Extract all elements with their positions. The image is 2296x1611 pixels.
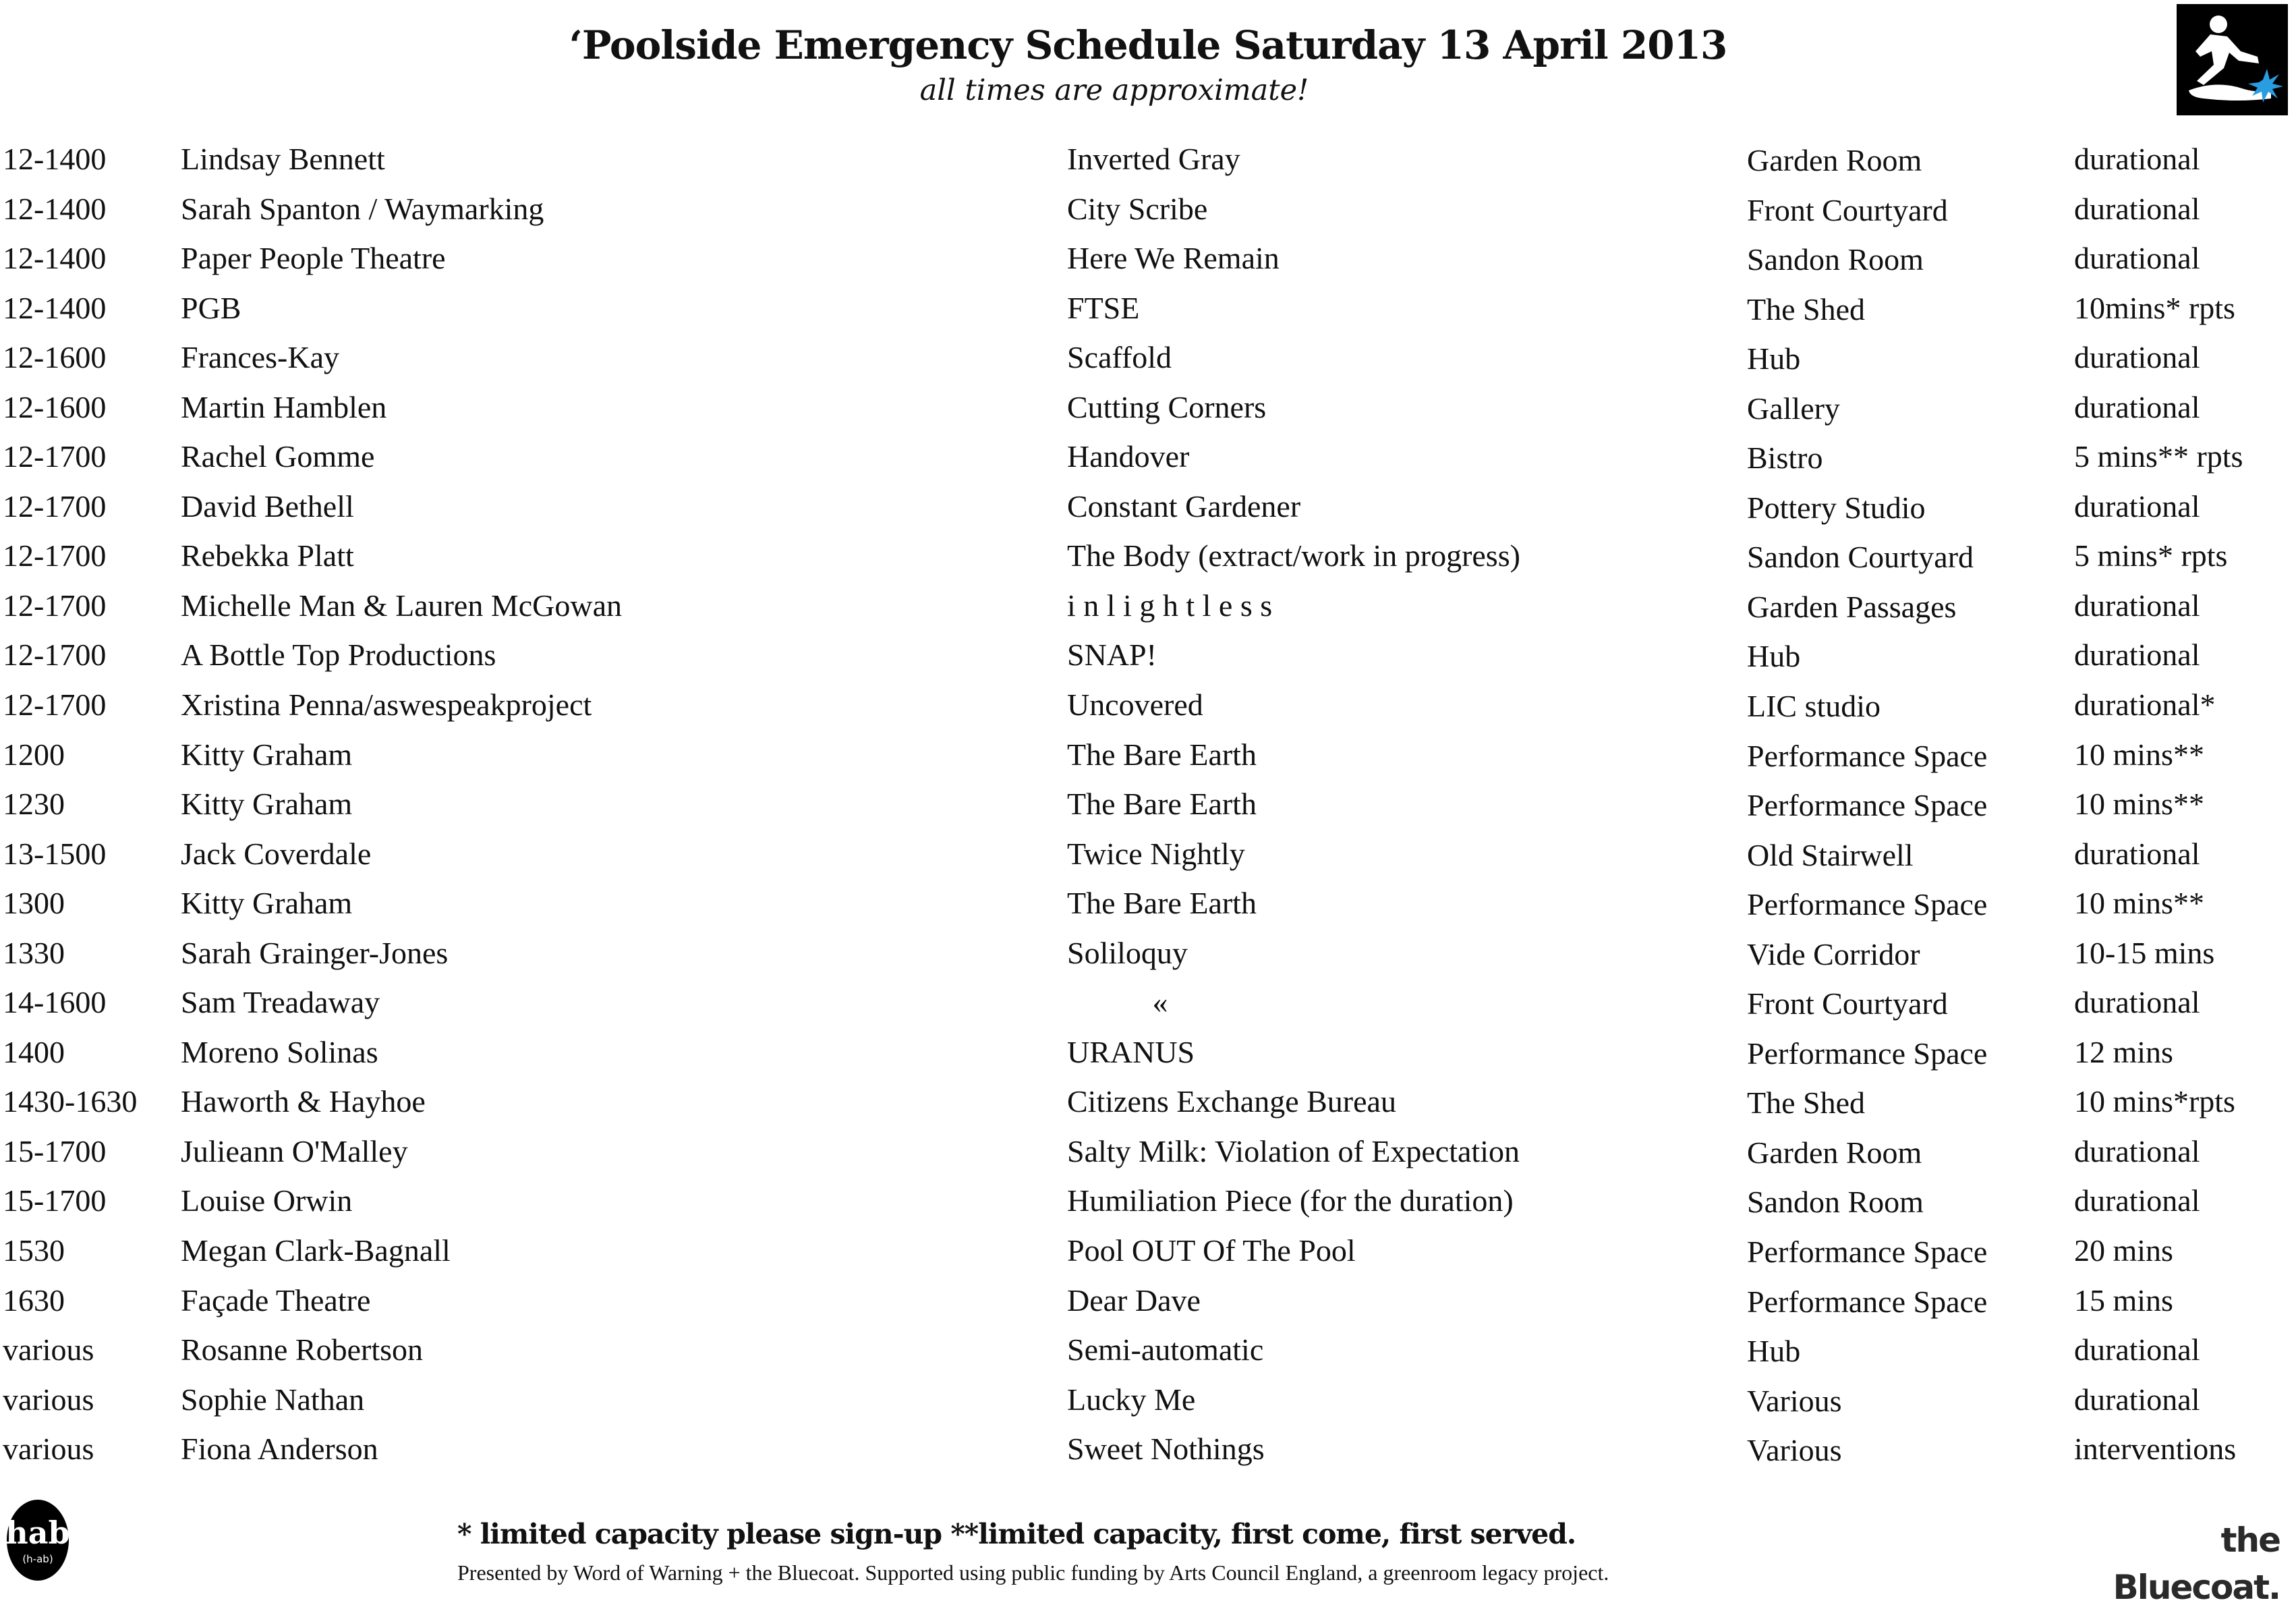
work-cell: « bbox=[1067, 985, 1168, 1020]
artist-cell: Kitty Graham bbox=[181, 787, 353, 822]
duration-cell: durational bbox=[2074, 1133, 2200, 1168]
schedule-row bbox=[0, 531, 2296, 581]
artist-cell: Xristina Penna/aswespeakproject bbox=[181, 687, 592, 723]
artist-cell: Moreno Solinas bbox=[181, 1034, 378, 1069]
artist-cell: Julieann O'Malley bbox=[181, 1133, 408, 1168]
time-cell: 12-1700 bbox=[3, 488, 107, 524]
venue-cell: Performance Space bbox=[1747, 788, 1988, 823]
duration-cell: durational bbox=[2074, 1332, 2200, 1367]
venue-cell: LIC studio bbox=[1747, 689, 1881, 724]
time-cell: 12-1400 bbox=[3, 290, 107, 325]
work-cell: The Bare Earth bbox=[1067, 886, 1257, 921]
artist-cell: A Bottle Top Productions bbox=[181, 638, 496, 673]
venue-cell: Garden Room bbox=[1747, 1135, 1922, 1170]
time-cell: 12-1400 bbox=[3, 191, 107, 226]
venue-cell: Garden Passages bbox=[1747, 589, 1957, 624]
duration-cell: durational bbox=[2074, 1382, 2200, 1417]
work-cell: The Bare Earth bbox=[1067, 787, 1257, 822]
time-cell: 1530 bbox=[3, 1233, 65, 1268]
venue-cell: Performance Space bbox=[1747, 887, 1988, 922]
work-cell: Cutting Corners bbox=[1067, 389, 1267, 424]
schedule-table bbox=[0, 134, 2296, 1474]
duration-cell: 5 mins** rpts bbox=[2074, 439, 2243, 474]
schedule-row bbox=[0, 1027, 2296, 1077]
time-cell: 1200 bbox=[3, 737, 65, 772]
venue-cell: Sandon Courtyard bbox=[1747, 540, 1974, 575]
venue-cell: Hub bbox=[1747, 1334, 1801, 1369]
artist-cell: Haworth & Hayhoe bbox=[181, 1084, 426, 1119]
schedule-row bbox=[0, 1127, 2296, 1177]
time-cell: 12-1600 bbox=[3, 340, 107, 375]
duration-cell: durational bbox=[2074, 389, 2200, 424]
schedule-row bbox=[0, 1424, 2296, 1474]
time-cell: various bbox=[3, 1382, 94, 1417]
venue-cell: The Shed bbox=[1747, 291, 1866, 327]
schedule-row bbox=[0, 829, 2296, 879]
artist-cell: Paper People Theatre bbox=[181, 241, 446, 276]
work-cell: City Scribe bbox=[1067, 191, 1208, 226]
time-cell: 1400 bbox=[3, 1034, 65, 1069]
artist-cell: Sam Treadaway bbox=[181, 985, 380, 1020]
time-cell: 12-1700 bbox=[3, 687, 107, 723]
schedule-row bbox=[0, 283, 2296, 333]
artist-cell: Martin Hamblen bbox=[181, 389, 387, 424]
work-cell: Lucky Me bbox=[1067, 1382, 1196, 1417]
artist-cell: Michelle Man & Lauren McGowan bbox=[181, 588, 623, 623]
time-cell: 12-1700 bbox=[3, 439, 107, 474]
time-cell: 15-1700 bbox=[3, 1133, 107, 1168]
work-cell: Inverted Gray bbox=[1067, 142, 1240, 176]
schedule-row bbox=[0, 978, 2296, 1027]
schedule-row bbox=[0, 233, 2296, 283]
work-cell: Uncovered bbox=[1067, 687, 1203, 723]
schedule-row bbox=[0, 1077, 2296, 1127]
page-subtitle: all times are approximate! bbox=[919, 74, 1309, 107]
duration-cell: durational bbox=[2074, 985, 2200, 1020]
venue-cell: Performance Space bbox=[1747, 738, 1988, 773]
duration-cell: durational bbox=[2074, 836, 2200, 871]
duration-cell: durational bbox=[2074, 638, 2200, 673]
artist-cell: Sophie Nathan bbox=[181, 1382, 365, 1417]
schedule-row bbox=[0, 333, 2296, 383]
work-cell: Citizens Exchange Bureau bbox=[1067, 1084, 1396, 1119]
hab-logo bbox=[4, 1496, 71, 1584]
artist-cell: Façade Theatre bbox=[181, 1282, 371, 1318]
schedule-row bbox=[0, 1325, 2296, 1375]
schedule-row bbox=[0, 383, 2296, 432]
artist-cell: Jack Coverdale bbox=[181, 836, 372, 871]
venue-cell: Front Courtyard bbox=[1747, 986, 1948, 1021]
duration-cell: 10 mins** bbox=[2074, 787, 2204, 822]
work-cell: Semi-automatic bbox=[1067, 1332, 1264, 1367]
artist-cell: Frances-Kay bbox=[181, 340, 340, 375]
duration-cell: durational bbox=[2074, 1183, 2200, 1218]
venue-cell: Pottery Studio bbox=[1747, 490, 1926, 525]
work-cell: Scaffold bbox=[1067, 340, 1172, 375]
venue-cell: Gallery bbox=[1747, 391, 1840, 426]
duration-cell: 20 mins bbox=[2074, 1233, 2173, 1268]
artist-cell: Louise Orwin bbox=[181, 1183, 353, 1218]
duration-cell: durational* bbox=[2074, 687, 2216, 723]
venue-cell: Hub bbox=[1747, 639, 1801, 674]
time-cell: various bbox=[3, 1332, 94, 1367]
work-cell: Humiliation Piece (for the duration) bbox=[1067, 1183, 1514, 1218]
time-cell: various bbox=[3, 1432, 94, 1467]
duration-cell: 10 mins*rpts bbox=[2074, 1084, 2235, 1119]
work-cell: FTSE bbox=[1067, 290, 1140, 325]
time-cell: 12-1700 bbox=[3, 638, 107, 673]
venue-cell: Vide Corridor bbox=[1747, 936, 1920, 971]
time-cell: 12-1400 bbox=[3, 241, 107, 276]
work-cell: Soliloquy bbox=[1067, 935, 1188, 970]
time-cell: 12-1600 bbox=[3, 389, 107, 424]
time-cell: 14-1600 bbox=[3, 985, 107, 1020]
time-cell: 1430-1630 bbox=[3, 1084, 138, 1119]
schedule-row bbox=[0, 878, 2296, 928]
work-cell: Dear Dave bbox=[1067, 1282, 1201, 1318]
work-cell: URANUS bbox=[1067, 1034, 1195, 1069]
artist-cell: Sarah Spanton / Waymarking bbox=[181, 191, 544, 226]
schedule-row bbox=[0, 432, 2296, 482]
time-cell: 12-1400 bbox=[3, 142, 107, 176]
artist-cell: Kitty Graham bbox=[181, 737, 353, 772]
time-cell: 12-1700 bbox=[3, 538, 107, 573]
time-cell: 1300 bbox=[3, 886, 65, 921]
schedule-row bbox=[0, 581, 2296, 631]
time-cell: 1330 bbox=[3, 935, 65, 970]
schedule-row bbox=[0, 680, 2296, 730]
venue-cell: Various bbox=[1747, 1383, 1842, 1418]
work-cell: The Body (extract/work in progress) bbox=[1067, 538, 1520, 573]
venue-cell: Performance Space bbox=[1747, 1235, 1988, 1270]
schedule-row bbox=[0, 134, 2296, 184]
artist-cell: PGB bbox=[181, 290, 241, 325]
duration-cell: 10-15 mins bbox=[2074, 935, 2215, 970]
capacity-note: * limited capacity please sign-up **limited capacity, first come, first served. bbox=[457, 1518, 1576, 1550]
work-cell: i n l i g h t l e s s bbox=[1067, 588, 1273, 623]
work-cell: SNAP! bbox=[1067, 638, 1157, 673]
venue-cell: Old Stairwell bbox=[1747, 837, 1914, 872]
schedule-row bbox=[0, 730, 2296, 780]
duration-cell: interventions bbox=[2074, 1432, 2237, 1467]
duration-cell: durational bbox=[2074, 588, 2200, 623]
schedule-row bbox=[0, 1226, 2296, 1276]
venue-cell: The Shed bbox=[1747, 1085, 1866, 1121]
artist-cell: David Bethell bbox=[181, 488, 354, 524]
duration-cell: durational bbox=[2074, 191, 2200, 226]
artist-cell: Sarah Grainger-Jones bbox=[181, 935, 449, 970]
duration-cell: 10 mins** bbox=[2074, 886, 2204, 921]
work-cell: The Bare Earth bbox=[1067, 737, 1257, 772]
venue-cell: Garden Room bbox=[1747, 143, 1922, 177]
duration-cell: 5 mins* rpts bbox=[2074, 538, 2228, 573]
work-cell: Here We Remain bbox=[1067, 241, 1280, 276]
bluecoat-logo: the Bluecoat. bbox=[2113, 1521, 2280, 1607]
time-cell: 12-1700 bbox=[3, 588, 107, 623]
venue-cell: Performance Space bbox=[1747, 1036, 1988, 1071]
duration-cell: 12 mins bbox=[2074, 1034, 2173, 1069]
time-cell: 15-1700 bbox=[3, 1183, 107, 1218]
artist-cell: Rachel Gomme bbox=[181, 439, 375, 474]
artist-cell: Kitty Graham bbox=[181, 886, 353, 921]
venue-cell: Performance Space bbox=[1747, 1284, 1988, 1319]
work-cell: Sweet Nothings bbox=[1067, 1432, 1265, 1467]
credit-line: Presented by Word of Warning + the Bluecoat. Supported using public funding by Arts Council England, a greenroom legacy project. bbox=[457, 1560, 1609, 1585]
schedule-row bbox=[0, 928, 2296, 978]
work-cell: Handover bbox=[1067, 439, 1190, 474]
duration-cell: 15 mins bbox=[2074, 1282, 2173, 1318]
schedule-row bbox=[0, 1276, 2296, 1326]
venue-cell: Sandon Room bbox=[1747, 1185, 1924, 1220]
work-cell: Constant Gardener bbox=[1067, 488, 1301, 524]
schedule-row bbox=[0, 1375, 2296, 1425]
artist-cell: Megan Clark-Bagnall bbox=[181, 1233, 451, 1268]
schedule-row bbox=[0, 482, 2296, 532]
schedule-row bbox=[0, 1176, 2296, 1226]
venue-cell: Front Courtyard bbox=[1747, 192, 1948, 227]
duration-cell: durational bbox=[2074, 142, 2200, 176]
duration-cell: durational bbox=[2074, 488, 2200, 524]
schedule-row bbox=[0, 779, 2296, 829]
duration-cell: 10 mins** bbox=[2074, 737, 2204, 772]
schedule-row bbox=[0, 184, 2296, 234]
schedule-row bbox=[0, 630, 2296, 680]
time-cell: 13-1500 bbox=[3, 836, 107, 871]
work-cell: Twice Nightly bbox=[1067, 836, 1245, 871]
work-cell: Salty Milk: Violation of Expectation bbox=[1067, 1133, 1520, 1168]
artist-cell: Rosanne Robertson bbox=[181, 1332, 424, 1367]
time-cell: 1630 bbox=[3, 1282, 65, 1318]
svg-text:hab: hab bbox=[5, 1515, 70, 1551]
page-title: ‘Poolside Emergency Schedule Saturday 13 April 2013 bbox=[569, 22, 1727, 68]
duration-cell: 10mins* rpts bbox=[2074, 290, 2235, 325]
venue-cell: Various bbox=[1747, 1433, 1842, 1468]
artist-cell: Lindsay Bennett bbox=[181, 142, 385, 176]
venue-cell: Sandon Room bbox=[1747, 242, 1924, 277]
duration-cell: durational bbox=[2074, 241, 2200, 276]
artist-cell: Fiona Anderson bbox=[181, 1432, 378, 1467]
venue-cell: Bistro bbox=[1747, 441, 1823, 476]
venue-cell: Hub bbox=[1747, 341, 1801, 376]
hab-logo-text: (h-ab) bbox=[22, 1553, 53, 1565]
time-cell: 1230 bbox=[3, 787, 65, 822]
artist-cell: Rebekka Platt bbox=[181, 538, 354, 573]
duration-cell: durational bbox=[2074, 340, 2200, 375]
work-cell: Pool OUT Of The Pool bbox=[1067, 1233, 1356, 1268]
poolside-figure-logo bbox=[2177, 4, 2288, 115]
